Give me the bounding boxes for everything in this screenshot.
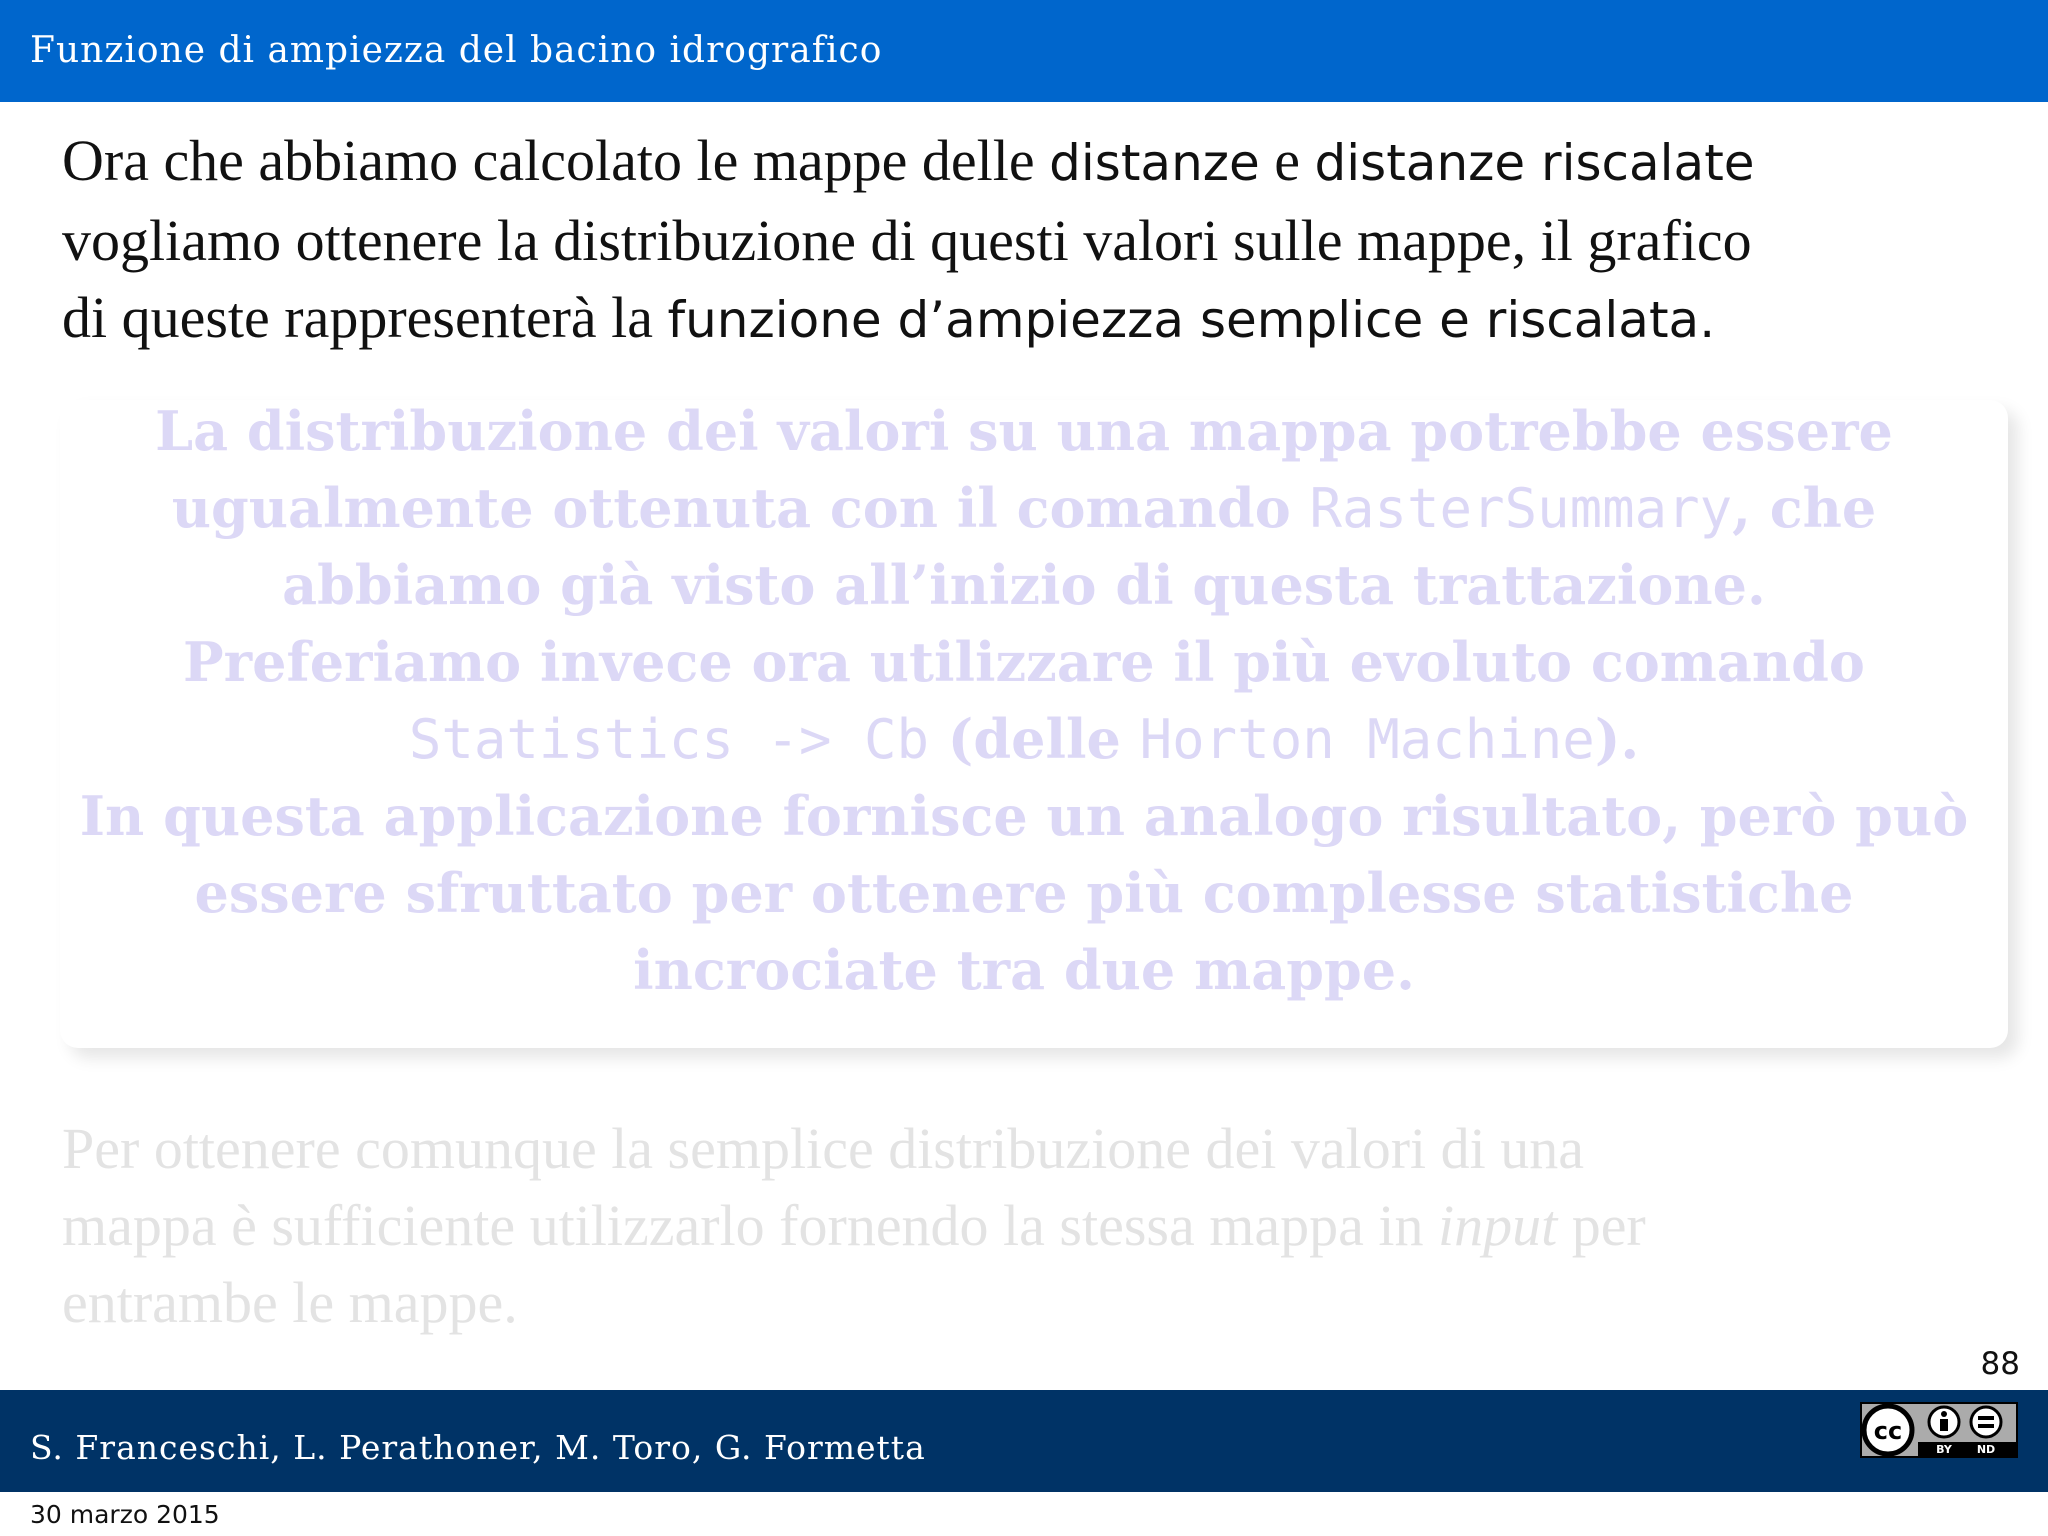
code-rastersummary: RasterSummary [1309,477,1733,540]
block-line-8: incrociate tra due mappe. [633,938,1415,1002]
note-text: per [1557,1193,1646,1258]
cc-label: cc [1873,1417,1903,1445]
slide-title: Funzione di ampiezza del bacino idrografico [30,30,883,71]
block-line-1: La distribuzione dei valori su una mappa potrebbe essere [155,399,1893,463]
note-emphasis-input: input [1437,1193,1558,1258]
note-line-1: Per ottenere comunque la semplice distribuzione dei valori di una [62,1116,1585,1181]
intro-text: Ora che abbiamo calcolato le mappe delle [62,128,1050,193]
note-text: mappa è sufficiente utilizzarlo fornendo la stessa mappa in [62,1193,1438,1258]
block-line-6: In questa applicazione fornisce un analogo risultato, però può [79,784,1969,848]
block-text: ugualmente ottenuta con il comando [171,476,1310,540]
block-line-2 [0,470,2048,547]
faded-note-paragraph [62,1110,2022,1341]
block-text: (delle [929,707,1140,771]
intro-line-3 [62,279,2022,359]
intro-paragraph [62,122,2022,359]
code-horton-machine: Horton Machine [1139,708,1595,771]
block-line-7: essere sfruttato per ottenere più complesse statistiche [194,861,1854,925]
block-line-4: Preferiamo invece ora utilizzare il più evoluto comando [183,630,1865,694]
term-distanze-riscalate: distanze riscalate [1314,134,1755,192]
intro-line-1 [62,122,2022,202]
intro-text: e [1259,128,1315,193]
term-distanze: distanze [1049,134,1260,192]
code-statistics-cb: Statistics -> Cb [408,708,929,771]
cc-by-nd-license-icon [1860,1402,2018,1458]
header-bar [0,0,2048,102]
intro-line-2: vogliamo ottenere la distribuzione di questi valori sulle mappe, il grafico [62,208,1752,273]
footer-bar [0,1390,2048,1492]
page-number: 88 [1980,1346,2020,1382]
by-label: BY [1936,1443,1952,1456]
note-line-3: entrambe le mappe. [62,1270,518,1335]
block-text: ). [1594,707,1640,771]
footer-authors: S. Franceschi, L. Perathoner, M. Toro, G. Formetta [30,1428,926,1467]
block-line-5 [0,701,2048,778]
note-line-2 [62,1187,2022,1264]
intro-text: di queste rappresenterà la [62,285,668,350]
faded-block-text [0,393,2048,1009]
block-text: , che [1732,476,1877,540]
presentation-date: 30 marzo 2015 [30,1500,220,1529]
term-funzione-ampiezza: funzione d’ampiezza semplice e riscalata. [667,291,1716,349]
nd-label: ND [1976,1443,1996,1456]
block-line-3: abbiamo già visto all’inizio di questa trattazione. [282,553,1766,617]
